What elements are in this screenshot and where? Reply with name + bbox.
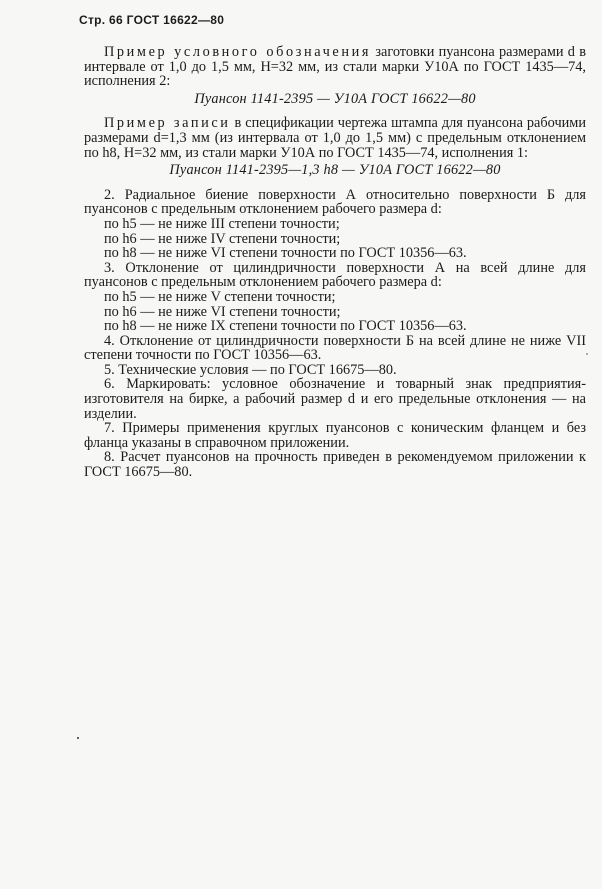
item-8: 8. Расчет пуансонов на прочность приведен в рекомендуемом приложении к ГОСТ 16675—80. bbox=[84, 449, 586, 481]
example-record-paragraph bbox=[84, 116, 586, 160]
item-7: 7. Примеры применения круглых пуансонов с коническим фланцем и без фланца указаны в справочном приложении. bbox=[84, 420, 586, 451]
example-record-heading: Пример записи bbox=[104, 115, 231, 132]
example-designation-text: заготовки пуансона размерами d в интервале от 1,0 до 1,5 мм, H=32 мм, из стали марки У10А по ГОСТ 1435—74, исполнения 2: bbox=[84, 44, 586, 90]
page-content bbox=[84, 45, 586, 480]
item-2-line: по h6 — не ниже IV степени точности; bbox=[104, 230, 341, 247]
item-6: 6. Маркировать: условное обозначение и товарный знак предприятия-изготовителя на бирке, а рабочий размер d и его предельные отклонения — на изделии. bbox=[84, 376, 586, 422]
page-header: Стр. 66 ГОСТ 16622—80 bbox=[79, 13, 225, 27]
item-4: 4. Отклонение от цилиндричности поверхности Б на всей длине не ниже VII степени точности по ГОСТ 10356—63. bbox=[84, 332, 586, 364]
item-3-line: по h5 — не ниже V степени точности; bbox=[104, 288, 336, 305]
item-3-line: по h8 — не ниже IX степени точности по ГОСТ 10356—63. bbox=[104, 318, 467, 335]
designation-formula-1: Пуансон 1141-2395 — У10А ГОСТ 16622—80 bbox=[194, 90, 476, 107]
item-3-title: 3. Отклонение от цилиндричности поверхности А на всей длине для пуансонов с предельным отклонением рабочего размера d: bbox=[84, 259, 586, 291]
scan-speck bbox=[586, 353, 588, 355]
example-designation-paragraph bbox=[84, 45, 586, 89]
item-2-title: 2. Радиальное биение поверхности А относительно поверхности Б для пуансонов с предельным отклонением рабочего размера d: bbox=[84, 186, 586, 218]
example-designation-heading: Пример условного обозначения bbox=[104, 44, 372, 60]
scan-speck bbox=[77, 737, 79, 739]
item-2-line: по h8 — не ниже VI степени точности по ГОСТ 10356—63. bbox=[104, 245, 467, 262]
item-2-line: по h5 — не ниже III степени точности; bbox=[104, 215, 340, 232]
example-record-text: в спецификации чертежа штампа для пуансона рабочими размерами d=1,3 мм (из интервала от 1,0 до 1,5 мм) с предельным отклонением по h8, H=32 мм, из стали марки У10А по ГОСТ 1435—74, исполнения 1: bbox=[84, 115, 586, 161]
item-5: 5. Технические условия — по ГОСТ 16675—80. bbox=[104, 361, 397, 378]
designation-formula-2: Пуансон 1141-2395—1,3 h8 — У10А ГОСТ 16622—80 bbox=[169, 162, 501, 179]
item-3-line: по h6 — не ниже VI степени точности; bbox=[104, 303, 341, 320]
